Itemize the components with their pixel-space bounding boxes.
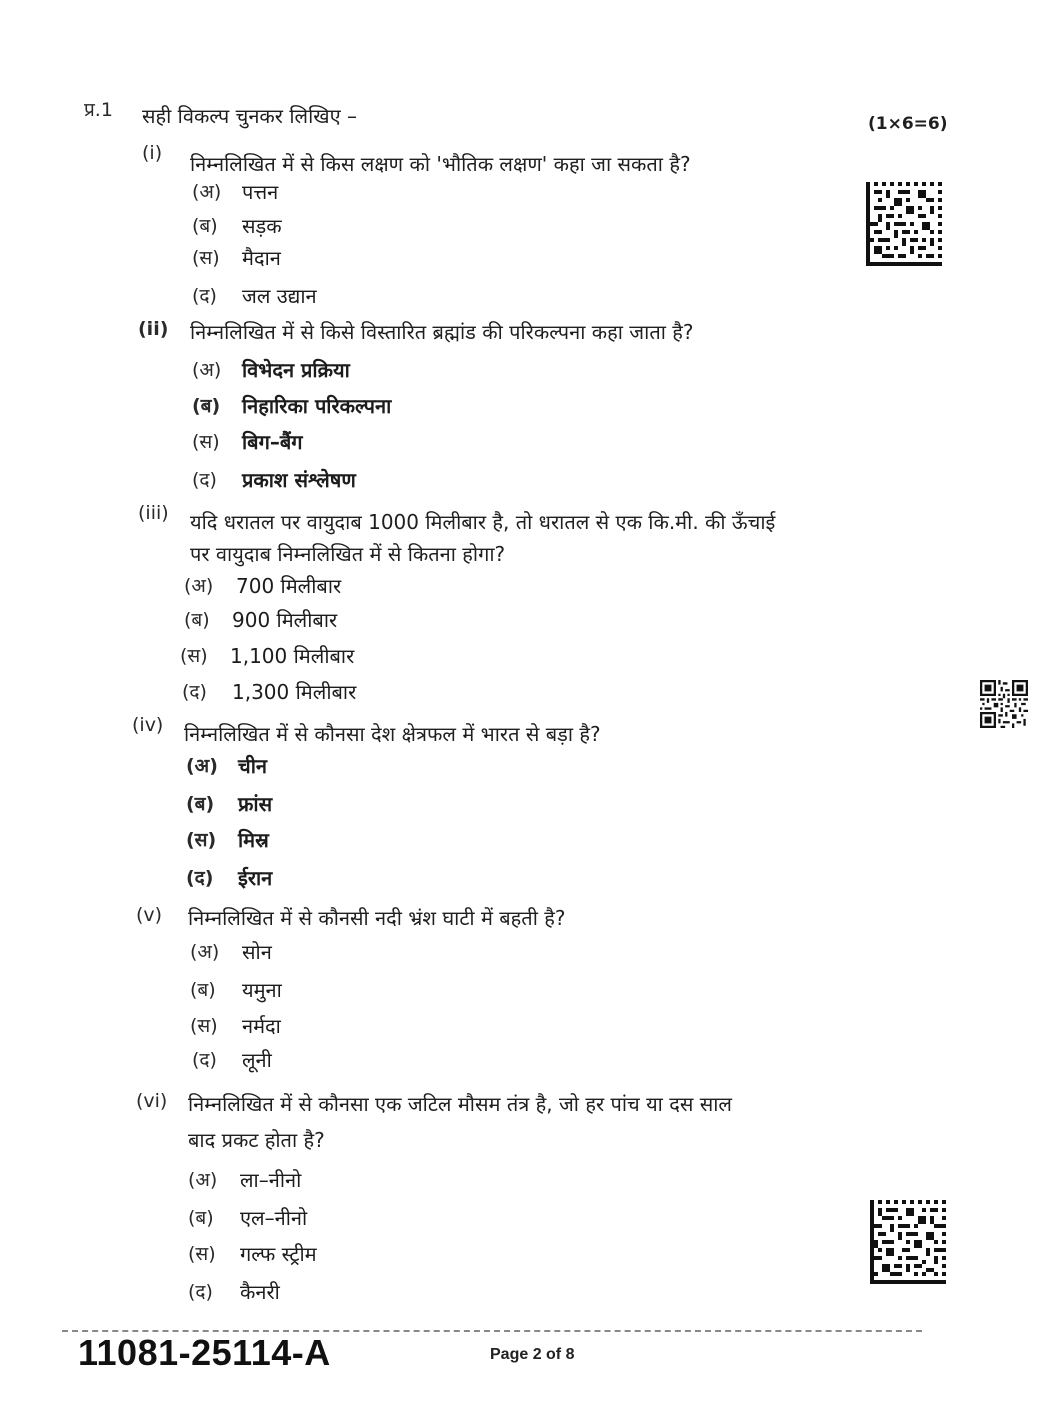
question-text: यदि धरातल पर वायुदाब 1000 मिलीबार है, तो धरातल से एक कि.मी. की ऊँचाई	[190, 510, 776, 534]
option-label: (अ)	[186, 755, 218, 777]
option-text: कैनरी	[240, 1280, 280, 1304]
question-number: (iv)	[132, 714, 164, 736]
option-label: (द)	[186, 867, 214, 889]
option-text: ला–नीनो	[240, 1168, 302, 1192]
question-text: निम्नलिखित में से कौनसा देश क्षेत्रफल में भारत से बड़ा है?	[184, 722, 601, 746]
option-text: मिस्र	[238, 828, 269, 852]
option-text: विभेदन प्रक्रिया	[242, 358, 350, 382]
option-text: फ्रांस	[238, 792, 273, 816]
option-label: (ब)	[186, 793, 215, 815]
option-label: (अ)	[190, 941, 220, 963]
question-text: निम्नलिखित में से कौनसा एक जटिल मौसम तंत्र है, जो हर पांच या दस साल	[188, 1092, 732, 1116]
option-text: चीन	[238, 754, 267, 778]
option-text: 1,300 मिलीबार	[232, 680, 357, 704]
question-text: निम्नलिखित में से कौनसी नदी भ्रंश घाटी में बहती है?	[188, 906, 566, 930]
datamatrix-code-top	[866, 182, 942, 266]
option-label: (स)	[190, 1015, 218, 1037]
option-label: (स)	[192, 247, 220, 269]
document-code: 11081-25114-A	[78, 1332, 331, 1373]
page-number: Page 2 of 8	[490, 1346, 575, 1363]
qr-code	[980, 680, 1028, 728]
option-label: (अ)	[188, 1169, 218, 1191]
option-text: 700 मिलीबार	[236, 574, 342, 598]
option-text: सोन	[242, 940, 272, 964]
question-text-continued: बाद प्रकट होता है?	[188, 1128, 325, 1152]
marks-label: (1×6=6)	[868, 114, 948, 134]
question-number: (iii)	[138, 502, 169, 524]
option-text: ईरान	[238, 866, 273, 890]
option-label: (ब)	[190, 979, 216, 1001]
option-label: (स)	[188, 1243, 216, 1265]
question-number: (vi)	[136, 1090, 168, 1112]
option-label: (द)	[188, 1281, 213, 1303]
question-text: निम्नलिखित में से किस लक्षण को 'भौतिक लक्षण' कहा जा सकता है?	[190, 152, 691, 176]
option-label: (ब)	[192, 215, 218, 237]
question-text-continued: पर वायुदाब निम्नलिखित में से कितना होगा?	[190, 542, 506, 566]
option-text: 900 मिलीबार	[232, 608, 338, 632]
option-label: (अ)	[184, 575, 214, 597]
question-prefix: प्र.1	[84, 99, 113, 121]
option-text: यमुना	[242, 978, 282, 1002]
datamatrix-code-bottom	[870, 1200, 946, 1284]
question-number: (i)	[142, 142, 163, 164]
option-text: 1,100 मिलीबार	[230, 644, 355, 668]
question-text: निम्नलिखित में से किसे विस्तारित ब्रह्मांड की परिकल्पना कहा जाता है?	[190, 320, 694, 344]
option-label: (अ)	[192, 181, 222, 203]
option-text: बिग–बैंग	[242, 430, 303, 454]
option-text: जल उद्यान	[242, 284, 317, 308]
option-label: (द)	[192, 1049, 217, 1071]
option-text: लूनी	[242, 1048, 272, 1072]
option-label: (अ)	[192, 359, 222, 381]
question-number: (v)	[136, 904, 163, 926]
option-label: (ब)	[188, 1207, 214, 1229]
option-label: (द)	[192, 469, 217, 491]
option-label: (ब)	[184, 609, 210, 631]
option-label: (स)	[186, 829, 217, 851]
option-label: (स)	[180, 645, 208, 667]
instruction-text: सही विकल्प चुनकर लिखिए –	[142, 104, 358, 128]
option-label: (द)	[192, 285, 217, 307]
option-text: नर्मदा	[242, 1014, 281, 1038]
option-text: प्रकाश संश्लेषण	[242, 468, 356, 492]
option-text: गल्फ स्ट्रीम	[240, 1242, 317, 1266]
question-number: (ii)	[138, 318, 169, 340]
option-label: (स)	[192, 431, 220, 453]
option-text: निहारिका परिकल्पना	[242, 394, 392, 418]
option-label: (द)	[182, 681, 207, 703]
option-label: (ब)	[192, 395, 221, 417]
option-text: सड़क	[242, 214, 282, 238]
option-text: एल–नीनो	[240, 1206, 308, 1230]
option-text: पत्तन	[242, 180, 279, 204]
option-text: मैदान	[242, 246, 281, 270]
